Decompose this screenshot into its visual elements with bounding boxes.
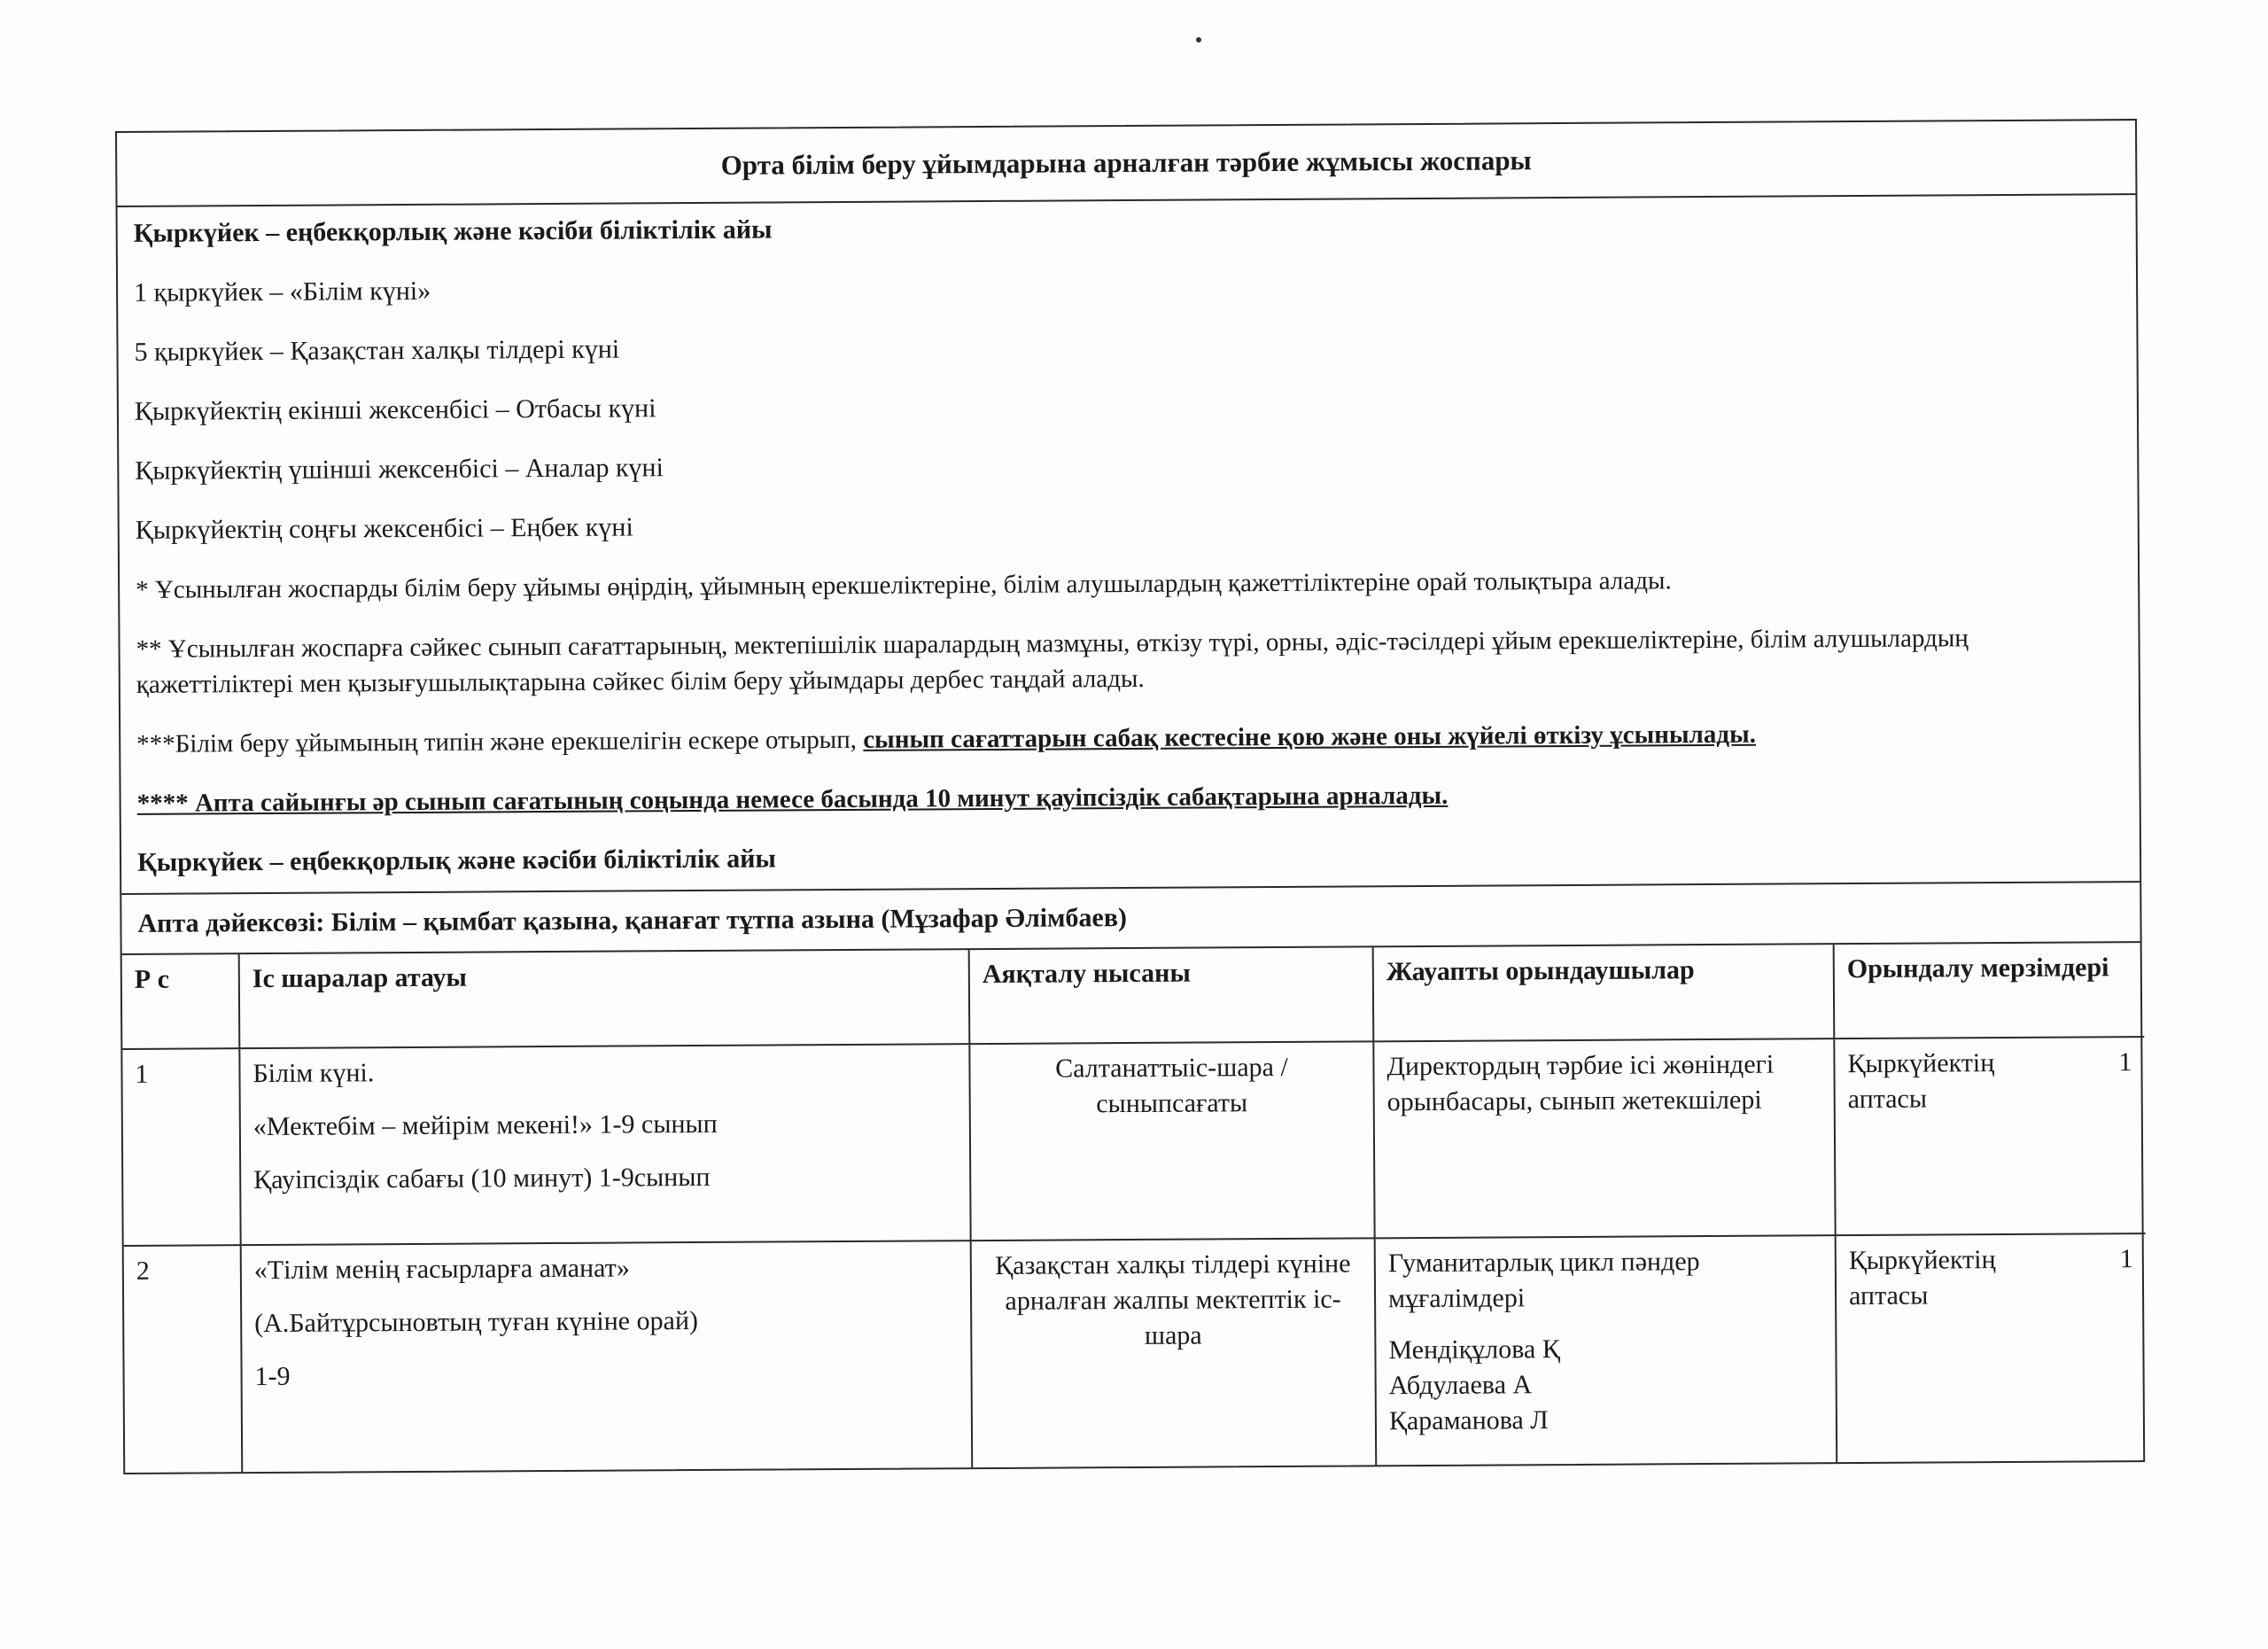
row-num: 2 (124, 1245, 243, 1473)
event-line: «Тілім менің ғасырларға аманат» (253, 1253, 630, 1286)
header-responsible: Жауапты орындаушылар (1373, 945, 1835, 1041)
table-row (124, 1233, 2148, 1473)
row-deadline (1834, 1037, 2145, 1235)
events-table (122, 943, 2148, 1473)
plan-frame (115, 119, 2145, 1474)
row-num: 1 (122, 1048, 240, 1246)
table-row (122, 1037, 2145, 1246)
date-line-1: 1 қыркүйек – «Білім күні» (134, 276, 431, 307)
week-motto: Апта дәйексөзі: Білім – қымбат қазына, қанағат тұтпа азына (Мұзафар Әлімбаев) (121, 883, 2140, 955)
deadline-text: Қыркүйектің аптасы (1848, 1245, 1996, 1311)
header-form: Аяқталу нысаны (969, 947, 1374, 1044)
row-form: Қазақстан халқы тілдері күніне арналған жалпы мектептік іс-шара (971, 1238, 1377, 1467)
month-heading-repeat: Қыркүйек – еңбекқорлық және кәсіби біліктілік айы (136, 844, 776, 877)
row-event (241, 1241, 973, 1472)
date-line-4: Қыркүйектің үшінші жексенбісі – Аналар күні (135, 453, 664, 486)
event-line: (А.Байтұрсыновтың туған күніне орай) (254, 1306, 699, 1339)
responsible-name: Мендіқұлова Қ (1388, 1334, 1560, 1365)
scan-speck (1196, 37, 1201, 43)
intro-block (118, 195, 2140, 895)
header-deadline: Орындалу мерзімдері (1834, 943, 2145, 1038)
row-responsible: Директордың тәрбие ісі жөніндегі орынбасары, сынып жетекшілері (1373, 1038, 1835, 1238)
note-1: * Ұсынылған жоспарды білім беру ұйымы өңірдің, ұйымның ерекшеліктеріне, білім алушылардың қажеттіліктеріне орай толықтыра алады. (136, 566, 1672, 604)
event-line: Білім күні. (252, 1058, 375, 1089)
date-line-5: Қыркүйектің соңғы жексенбісі – Еңбек күні (135, 512, 633, 545)
deadline-week: 1 (2118, 1047, 2132, 1077)
note-3-underlined: сынып сағаттарын сабақ кестесіне қою және оны жүйелі өткізу ұсынылады. (863, 719, 1757, 754)
header-num: Р с (122, 954, 240, 1049)
event-line: «Мектебім – мейірім мекені!» 1-9 сынып (252, 1108, 718, 1142)
document-title: Орта білім беру ұйымдарына арналған тәрбие жұмысы жоспары (117, 121, 2135, 207)
table-header-row (122, 943, 2145, 1049)
event-line: Қауіпсіздік сабағы (10 минут) 1-9сынып (253, 1162, 711, 1195)
responsible-name: Абдулаева А (1388, 1370, 1533, 1401)
row-responsible (1375, 1235, 1837, 1465)
note-3-plain: ***Білім беру ұйымының типін және ерекшелігін ескере отырып, (136, 725, 864, 758)
date-line-3: Қыркүйектің екінші жексенбісі – Отбасы күні (134, 393, 656, 426)
deadline-week: 1 (2119, 1244, 2133, 1274)
note-4: **** Апта сайынғы әр сынып сағатының соңында немесе басында 10 минут қауіпсіздік сабақтарына арналады. (136, 781, 1449, 818)
row-event (239, 1044, 970, 1245)
month-heading: Қыркүйек – еңбекқорлық және кәсіби біліктілік айы (133, 214, 773, 248)
event-line: 1-9 (254, 1361, 291, 1392)
header-event: Іс шаралар атауы (239, 950, 970, 1048)
note-2: ** Ұсынылған жоспарға сәйкес сынып сағаттарының, мектепішілік шаралардың мазмұны, өткізу түрі, орны, әдіс-тәсілдері ұйым ерекшеліктеріне, білім алушылардың қажеттіліктері мен қызығушылықтарына сәйкес білім беру ұйымдары дербес таңдай алады. (136, 624, 1969, 699)
deadline-text: Қыркүйектің аптасы (1847, 1048, 1995, 1115)
responsible-name: Қараманова Л (1388, 1405, 1549, 1436)
date-line-2: 5 қыркүйек – Қазақстан халқы тілдері күні (134, 334, 620, 367)
row-form: Салтанаттыіс-шара /сыныпсағаты (969, 1041, 1374, 1241)
note-3 (136, 714, 2123, 762)
responsible-text: Гуманитарлық цикл пәндер мұғалімдері (1387, 1247, 1700, 1314)
row-deadline (1836, 1233, 2148, 1462)
